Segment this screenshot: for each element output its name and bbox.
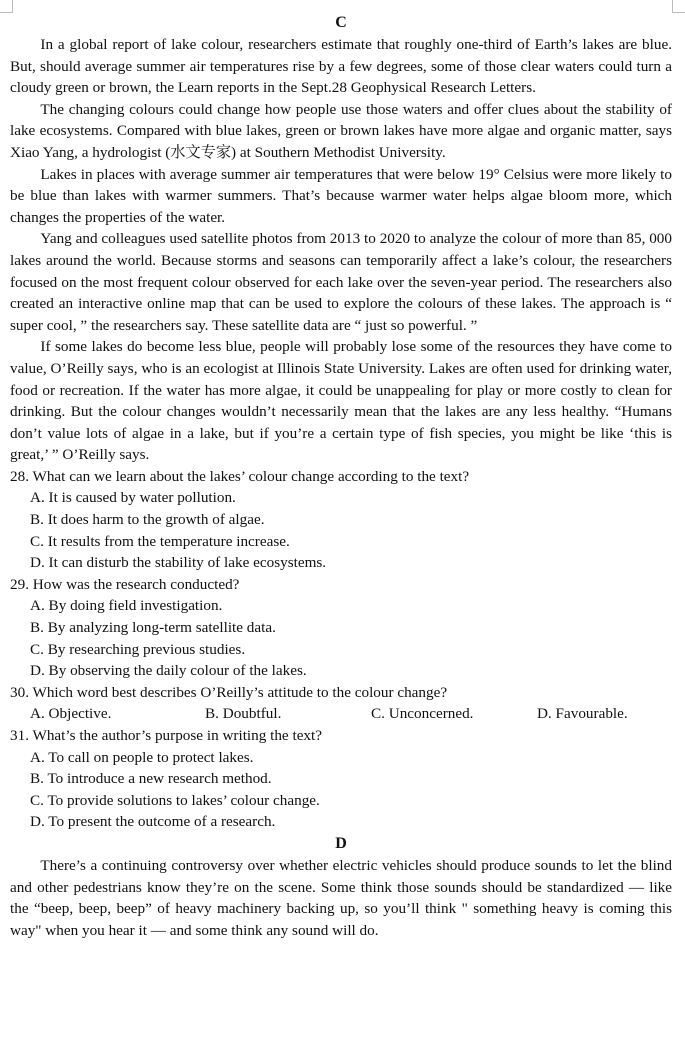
answer-option-a: A. To call on people to protect lakes. bbox=[30, 748, 254, 766]
passage-paragraph: Lakes in places with average summer air temperatures that were below 19° Celsius were more likely to be blue than lakes with warmer summers. That’s because warmer water helps algae bloom more, which changes the properties of the water. bbox=[10, 165, 672, 226]
answer-option-c: C. To provide solutions to lakes’ colour change. bbox=[30, 791, 320, 809]
question-stem: 29. How was the research conducted? bbox=[10, 575, 240, 593]
document-page bbox=[10, 12, 672, 941]
question-28 bbox=[10, 466, 672, 574]
answer-options bbox=[10, 747, 672, 833]
answer-option-c: C. Unconcerned. bbox=[371, 705, 474, 723]
section-d-passage bbox=[10, 855, 672, 941]
question-31 bbox=[10, 725, 672, 833]
passage-paragraph: In a global report of lake colour, researchers estimate that roughly one-third of Earth’s lakes are blue. But, should average summer air temperatures rise by a few degrees, some of those clear waters could turn a cloudy green or brown, the Learn reports in the Sept.28 Geophysical Research Letters. bbox=[10, 36, 672, 97]
answer-option-a: A. Objective. bbox=[30, 705, 112, 723]
passage-paragraph: Yang and colleagues used satellite photos from 2013 to 2020 to analyze the colour of more than 85, 000 lakes around the world. Because storms and seasons can temporarily affect a lake’s colour, the researchers focused on the most frequent colour observed for each lake over the seven-year period. The researchers also created an interactive online map that can be used to explore the colours of these lakes. The approach is “ super cool, ” the researchers say. These satellite data are “ just so powerful. ” bbox=[10, 230, 672, 334]
answer-options bbox=[10, 595, 672, 681]
answer-option-c: C. It results from the temperature increase. bbox=[30, 532, 290, 550]
answer-options bbox=[10, 703, 672, 725]
answer-option-b: B. By analyzing long-term satellite data. bbox=[30, 619, 276, 637]
answer-option-d: D. To present the outcome of a research. bbox=[30, 813, 276, 831]
answer-option-b: B. It does harm to the growth of algae. bbox=[30, 511, 265, 529]
question-stem: 31. What’s the author’s purpose in writing the text? bbox=[10, 727, 322, 744]
answer-option-d: D. Favourable. bbox=[537, 705, 628, 723]
section-c-heading: C bbox=[335, 14, 347, 31]
passage-paragraph: There’s a continuing controversy over whether electric vehicles should produce sounds to let the blind and other pedestrians know they’re on the scene. Some think those sounds should be standardized — like the “beep, beep, beep” of heavy machinery backing up, so you’ll think " something heavy is coming this way" when you hear it — and some think any sound will do. bbox=[10, 856, 672, 939]
answer-option-d: D. It can disturb the stability of lake ecosystems. bbox=[30, 554, 327, 572]
question-29 bbox=[10, 574, 672, 682]
answer-option-c: C. By researching previous studies. bbox=[30, 640, 246, 658]
passage-paragraph: The changing colours could change how people use those waters and offer clues about the stability of lake ecosystems. Compared with blue lakes, green or brown lakes have more algae and organic matter, says Xiao Yang, a hydrologist (水文专家) at Southern Methodist University. bbox=[10, 100, 672, 161]
question-stem: 30. Which word best describes O’Reilly’s attitude to the colour change? bbox=[10, 683, 448, 701]
answer-option-d: D. By observing the daily colour of the lakes. bbox=[30, 662, 307, 680]
answer-option-a: A. By doing field investigation. bbox=[30, 597, 223, 615]
question-stem: 28. What can we learn about the lakes’ colour change according to the text? bbox=[10, 467, 470, 485]
answer-option-a: A. It is caused by water pollution. bbox=[30, 489, 236, 507]
answer-option-b: B. To introduce a new research method. bbox=[30, 770, 272, 788]
passage-paragraph: If some lakes do become less blue, people will probably lose some of the resources they have come to value, O’Reilly says, who is an ecologist at Illinois State University. Lakes are often used for drinking water, food or recreation. If the water has more algae, it could be unappealing for play or more costly to clean for drinking. But the colour changes wouldn’t necessarily mean that the lakes are any less healthy. “Humans don’t value lots of algae in a lake, but if you’re a certain type of fish species, you might be like ‘this is great,’ ” O’Reilly says. bbox=[10, 338, 672, 464]
question-30 bbox=[10, 682, 672, 725]
answer-options bbox=[10, 487, 672, 573]
section-d-heading: D bbox=[335, 834, 347, 852]
page-corner-mark-right bbox=[672, 0, 685, 13]
section-c-passage bbox=[10, 34, 672, 466]
answer-option-b: B. Doubtful. bbox=[205, 705, 282, 723]
